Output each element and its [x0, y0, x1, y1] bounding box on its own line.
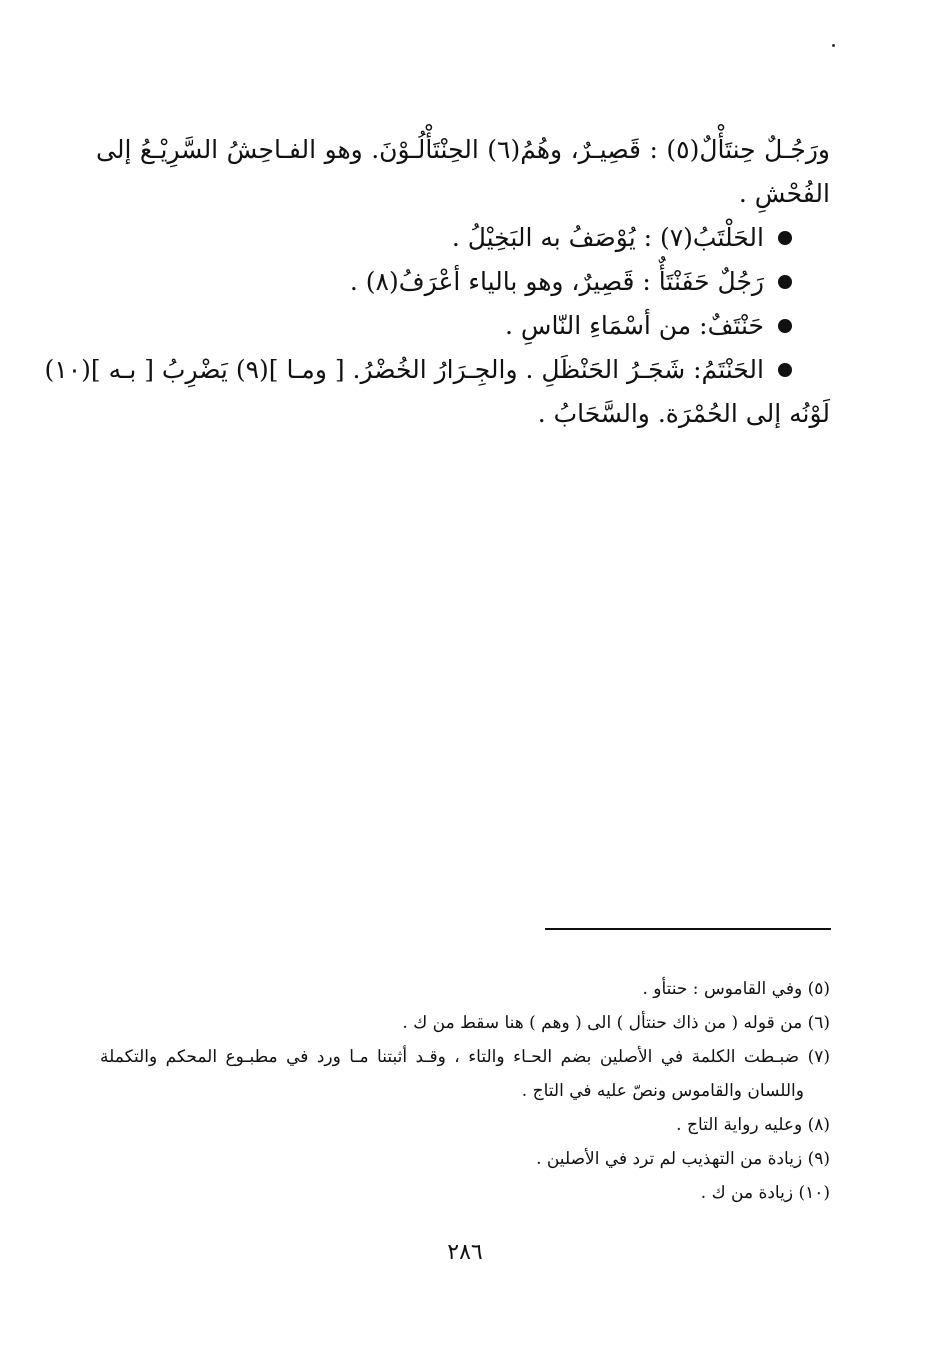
entry-text: الحَنْتَمُ: شَجَـرُ الحَنْظَلِ . والجِـرَارُ الخُضْرُ. [ ومـا ](٩) يَضْرِبُ [ بـه ](١٠) — [44, 355, 764, 384]
entry-text: الحَلْتَبُ(٧) : يُوْصَفُ به البَخِيْلُ . — [451, 223, 764, 252]
footnote-separator — [545, 928, 831, 930]
bullet-entry — [96, 216, 792, 260]
footnote: (١٠) زيادة من ك . — [700, 1183, 830, 1203]
footnote: (٥) وفي القاموس : حنتأو . — [642, 979, 830, 999]
page-number: ٢٨٦ — [447, 1240, 483, 1265]
text-line: ورَجُـلٌ حِنتَأْلٌ(٥) : قَصِيـرٌ، وهُمُ(٦) الحِنْتَأْلُـوْنَ. وهو الفـاحِشُ السَّرِيْـعُ إلى — [96, 135, 830, 164]
bullet-icon — [778, 319, 792, 333]
text-line: الفُحْشِ . — [738, 179, 830, 208]
entry-text: حَنْتَفٌ: من أسْمَاءِ النّاسِ . — [505, 311, 764, 340]
footnote: (٨) وعليه رواية التاج . — [676, 1115, 830, 1135]
footnote: (٩) زيادة من التهذيب لم ترد في الأصلين . — [536, 1149, 830, 1169]
bullet-entry — [96, 304, 792, 348]
footnote: (٦) من قوله ( من ذاك حنتأل ) الى ( وهم ) هنا سقط من ك . — [402, 1013, 830, 1033]
bullet-icon — [778, 363, 792, 377]
footnote: (٧) ضبـطت الكلمة في الأصلين بضم الحـاء والتاء ، وقـد أثبتنا مـا ورد في مطبـوع المحكم والتكملة — [100, 1047, 830, 1067]
entry-text: رَجُلٌ حَفَنْتَأٌ : قَصِيرٌ، وهو بالياء أعْرَفُ(٨) . — [349, 267, 764, 296]
bullet-icon — [778, 275, 792, 289]
scan-speck — [832, 44, 835, 47]
bullet-entry — [44, 348, 792, 392]
footnote-continuation: واللسان والقاموس ونصّ عليه في التاج . — [521, 1081, 804, 1101]
footnotes — [100, 972, 830, 1212]
text-line: لَوْنُه إلى الحُمْرَة. والسَّحَابُ . — [537, 399, 830, 428]
bullet-entry — [96, 260, 792, 304]
bullet-icon — [778, 231, 792, 245]
main-text — [44, 128, 830, 448]
